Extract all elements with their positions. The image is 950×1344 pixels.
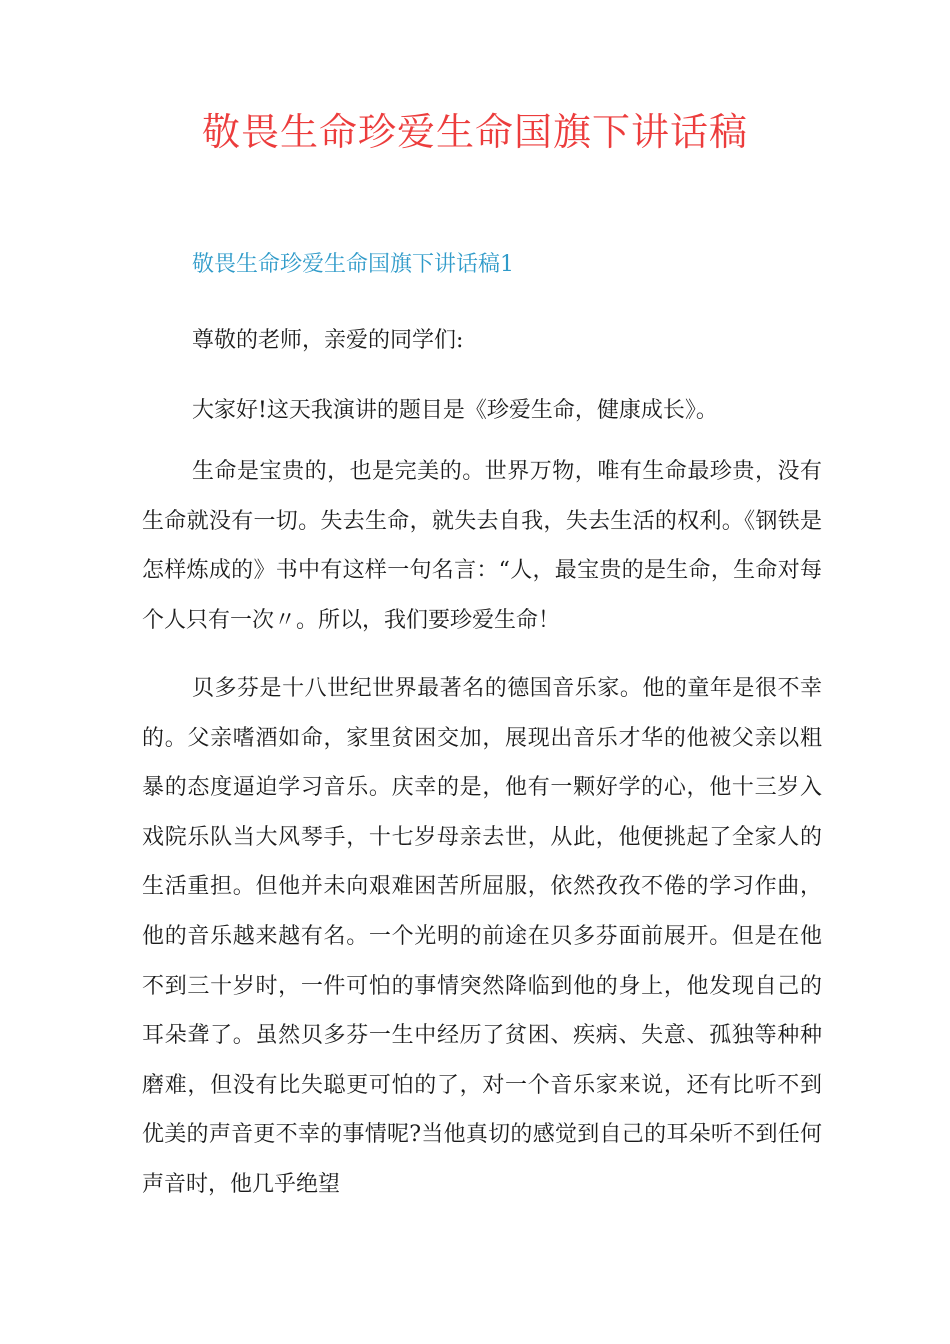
document-title: 敬畏生命珍爱生命国旗下讲话稿 bbox=[201, 110, 748, 154]
paragraph-life: 生命是宝贵的，也是完美的。世界万物，唯有生命最珍贵，没有生命就没有一切。失去生命，就失去自我，失去生活的权利。《钢铁是怎样炼成的》书中有这样一句名言：“人，最宝贵的是生命，生命对每个人只有一次〃。所以，我们要珍爱生命！ bbox=[142, 459, 822, 633]
section-heading: 敬畏生命珍爱生命国旗下讲话稿1 bbox=[192, 252, 514, 277]
paragraph-beethoven: 贝多芬是十八世纪世界最著名的德国音乐家。他的童年是很不幸的。父亲嗜酒如命，家里贫困交加，展现出音乐才华的他被父亲以粗暴的态度逼迫学习音乐。庆幸的是，他有一颗好学的心，他十三岁入戏院乐队当大风琴手，十七岁母亲去世，从此，他便挑起了全家人的生活重担。但他并未向艰难困苦所屈服，依然孜孜不倦的学习作曲，他的音乐越来越有名。一个光明的前途在贝多芬面前展开。但是在他不到三十岁时，一件可怕的事情突然降临到他的身上，他发现自己的耳朵聋了。虽然贝多芬一生中经历了贫困、疾病、失意、孤独等种种磨难，但没有比失聪更可怕的了，对一个音乐家来说，还有比听不到优美的声音更不幸的事情呢?当他真切的感觉到自己的耳朵听不到任何声音时，他几乎绝望 bbox=[142, 676, 822, 1197]
paragraph-intro: 大家好!这天我演讲的题目是《珍爱生命，健康成长》。 bbox=[192, 398, 718, 423]
paragraph-greeting: 尊敬的老师，亲爱的同学们: bbox=[192, 328, 464, 353]
